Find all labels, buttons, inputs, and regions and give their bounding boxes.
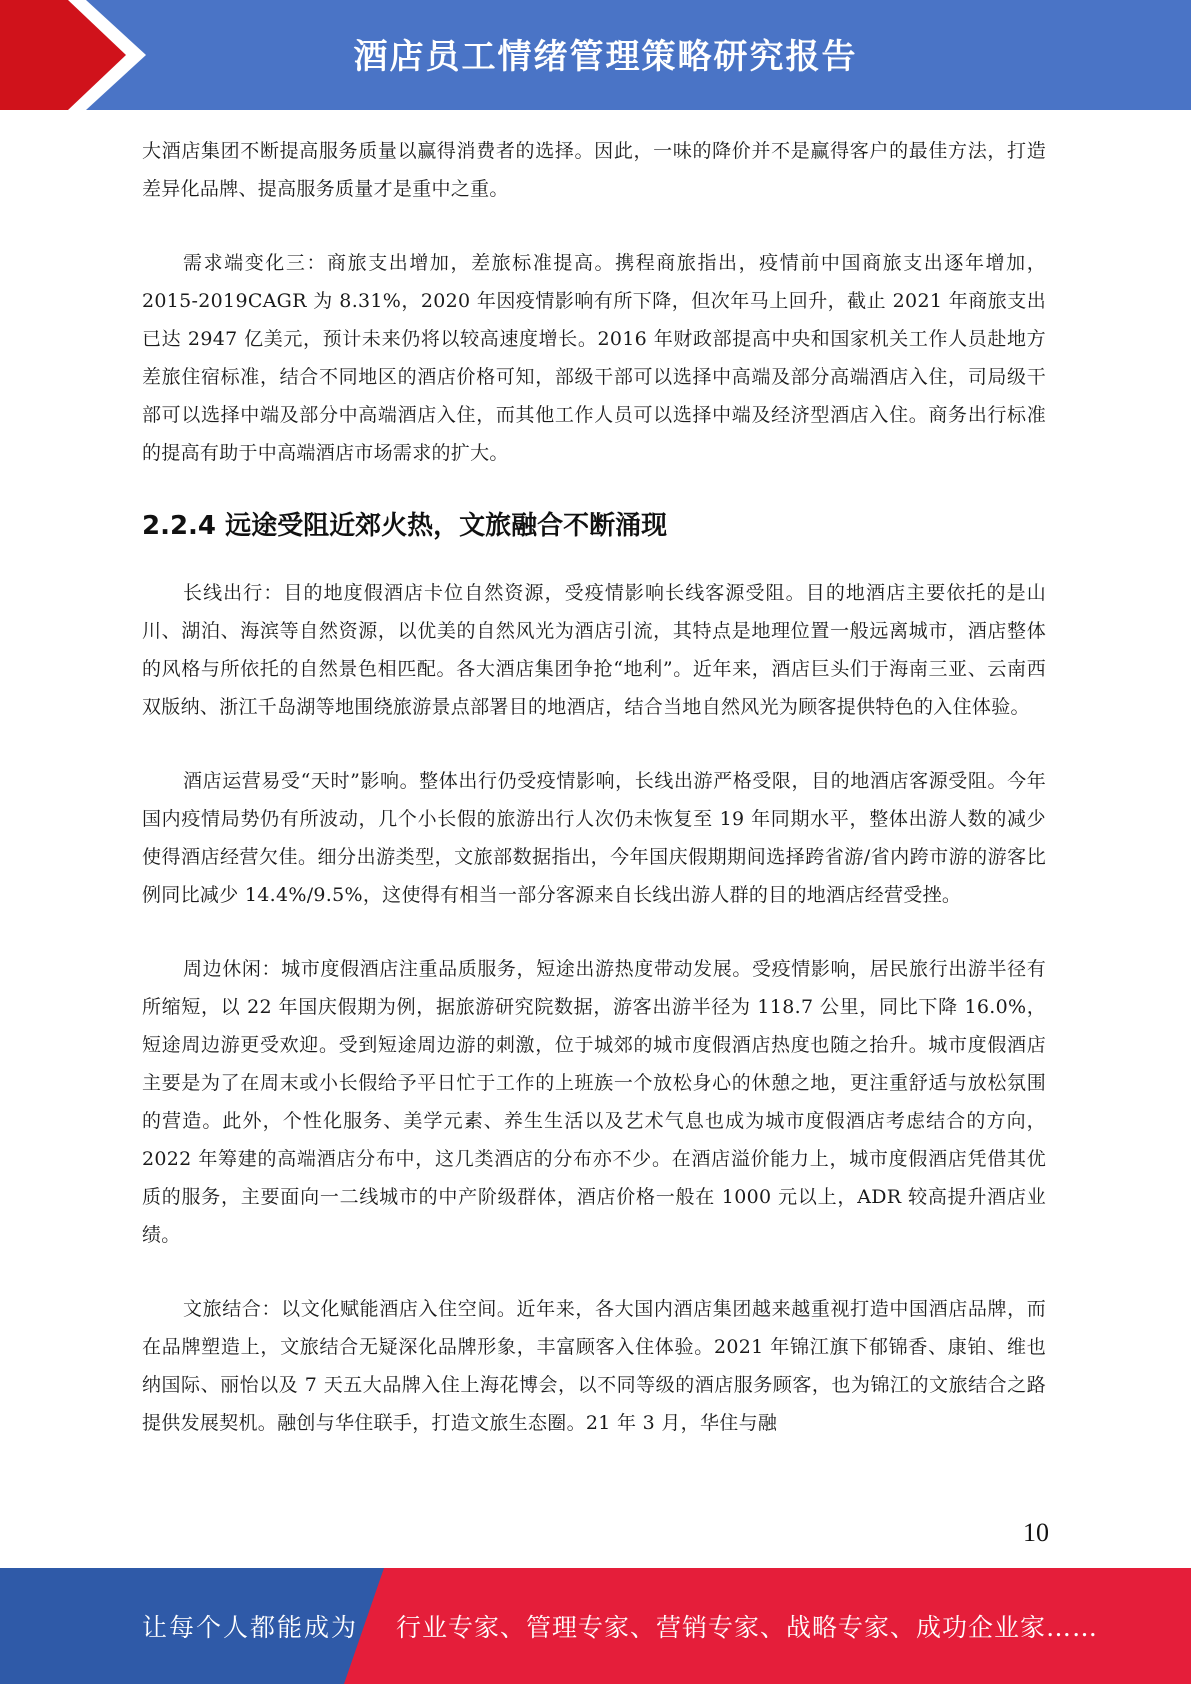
footer-bar — [0, 1568, 1191, 1684]
paragraph-timing-impact: 酒店运营易受“天时”影响。整体出行仍受疫情影响，长线出游严格受限，目的地酒店客源受阻。今年国内疫情局势仍有所波动，几个小长假的旅游出行人次仍未恢复至 19 年同期水平，整体出游人数的减少使得酒店经营欠佳。细分出游类型，文旅部数据指出，今年国庆假期期间选择跨省游/省内跨市游的游客比例同比减少 14.4%/9.5%，这使得有相当一部分客源来自长线出游人群的目的地酒店经营受挫。 — [142, 770, 1046, 906]
section-heading: 2.2.4 远途受阻近郊火热，文旅融合不断涌现 — [142, 511, 668, 541]
report-title: 酒店员工情绪管理策略研究报告 — [353, 36, 858, 77]
paragraph-nearby-leisure: 周边休闲：城市度假酒店注重品质服务，短途出游热度带动发展。受疫情影响，居民旅行出游半径有所缩短，以 22 年国庆假期为例，据旅游研究院数据，游客出游半径为 118.7 公里，同比下降 16.0%，短途周边游更受欢迎。受到短途周边游的刺激，位于城郊的城市度假酒店热度也随之抬升。城市度假酒店主要是为了在周末或小长假给予平日忙于工作的上班族一个放松身心的休憩之地，更注重舒适与放松氛围的营造。此外，个性化服务、美学元素、养生生活以及艺术气息也成为城市度假酒店考虑结合的方向，2022 年筹建的高端酒店分布中，这几类酒店的分布亦不少。在酒店溢价能力上，城市度假酒店凭借其优质的服务，主要面向一二线城市的中产阶级群体，酒店价格一般在 1000 元以上，ADR 较高提升酒店业绩。 — [142, 958, 1046, 1246]
paragraph-culture-tourism: 文旅结合：以文化赋能酒店入住空间。近年来，各大国内酒店集团越来越重视打造中国酒店品牌，而在品牌塑造上，文旅结合无疑深化品牌形象，丰富顾客入住体验。2021 年锦江旗下郁锦香、康铂、维也纳国际、丽怡以及 7 天五大品牌入住上海花博会，以不同等级的酒店服务顾客，也为锦江的文旅结合之路提供发展契机。融创与华住联手，打造文旅生态圈。21 年 3 月，华住与融 — [142, 1298, 1046, 1434]
paragraph-business-travel: 需求端变化三：商旅支出增加，差旅标准提高。携程商旅指出，疫情前中国商旅支出逐年增加，2015-2019CAGR 为 8.31%，2020 年因疫情影响有所下降，但次年马上回升，截止 2021 年商旅支出已达 2947 亿美元，预计未来仍将以较高速度增长。2016 年财政部提高中央和国家机关工作人员赴地方差旅住宿标准，结合不同地区的酒店价格可知，部级干部可以选择中高端及部分高端酒店入住，司局级干部可以选择中端及部分中高端酒店入住，而其他工作人员可以选择中端及经济型酒店入住。商务出行标准的提高有助于中高端酒店市场需求的扩大。 — [142, 252, 1046, 464]
footer-slogan-left: 让每个人都能成为 — [142, 1613, 359, 1642]
page-number: 10 — [1023, 1518, 1049, 1547]
paragraph-continued: 大酒店集团不断提高服务质量以赢得消费者的选择。因此，一味的降价并不是赢得客户的最佳方法，打造差异化品牌、提高服务质量才是重中之重。 — [142, 140, 1046, 200]
paragraph-long-distance: 长线出行：目的地度假酒店卡位自然资源，受疫情影响长线客源受阻。目的地酒店主要依托的是山川、湖泊、海滨等自然资源，以优美的自然风光为酒店引流，其特点是地理位置一般远离城市，酒店整体的风格与所依托的自然景色相匹配。各大酒店集团争抢“地利”。近年来，酒店巨头们于海南三亚、云南西双版纳、浙江千岛湖等地围绕旅游景点部署目的地酒店，结合当地自然风光为顾客提供特色的入住体验。 — [142, 582, 1046, 718]
page-content — [142, 132, 1046, 1478]
footer-slogan-right: 行业专家、管理专家、营销专家、战略专家、成功企业家…… — [396, 1613, 1099, 1642]
header-bar — [0, 0, 1191, 110]
